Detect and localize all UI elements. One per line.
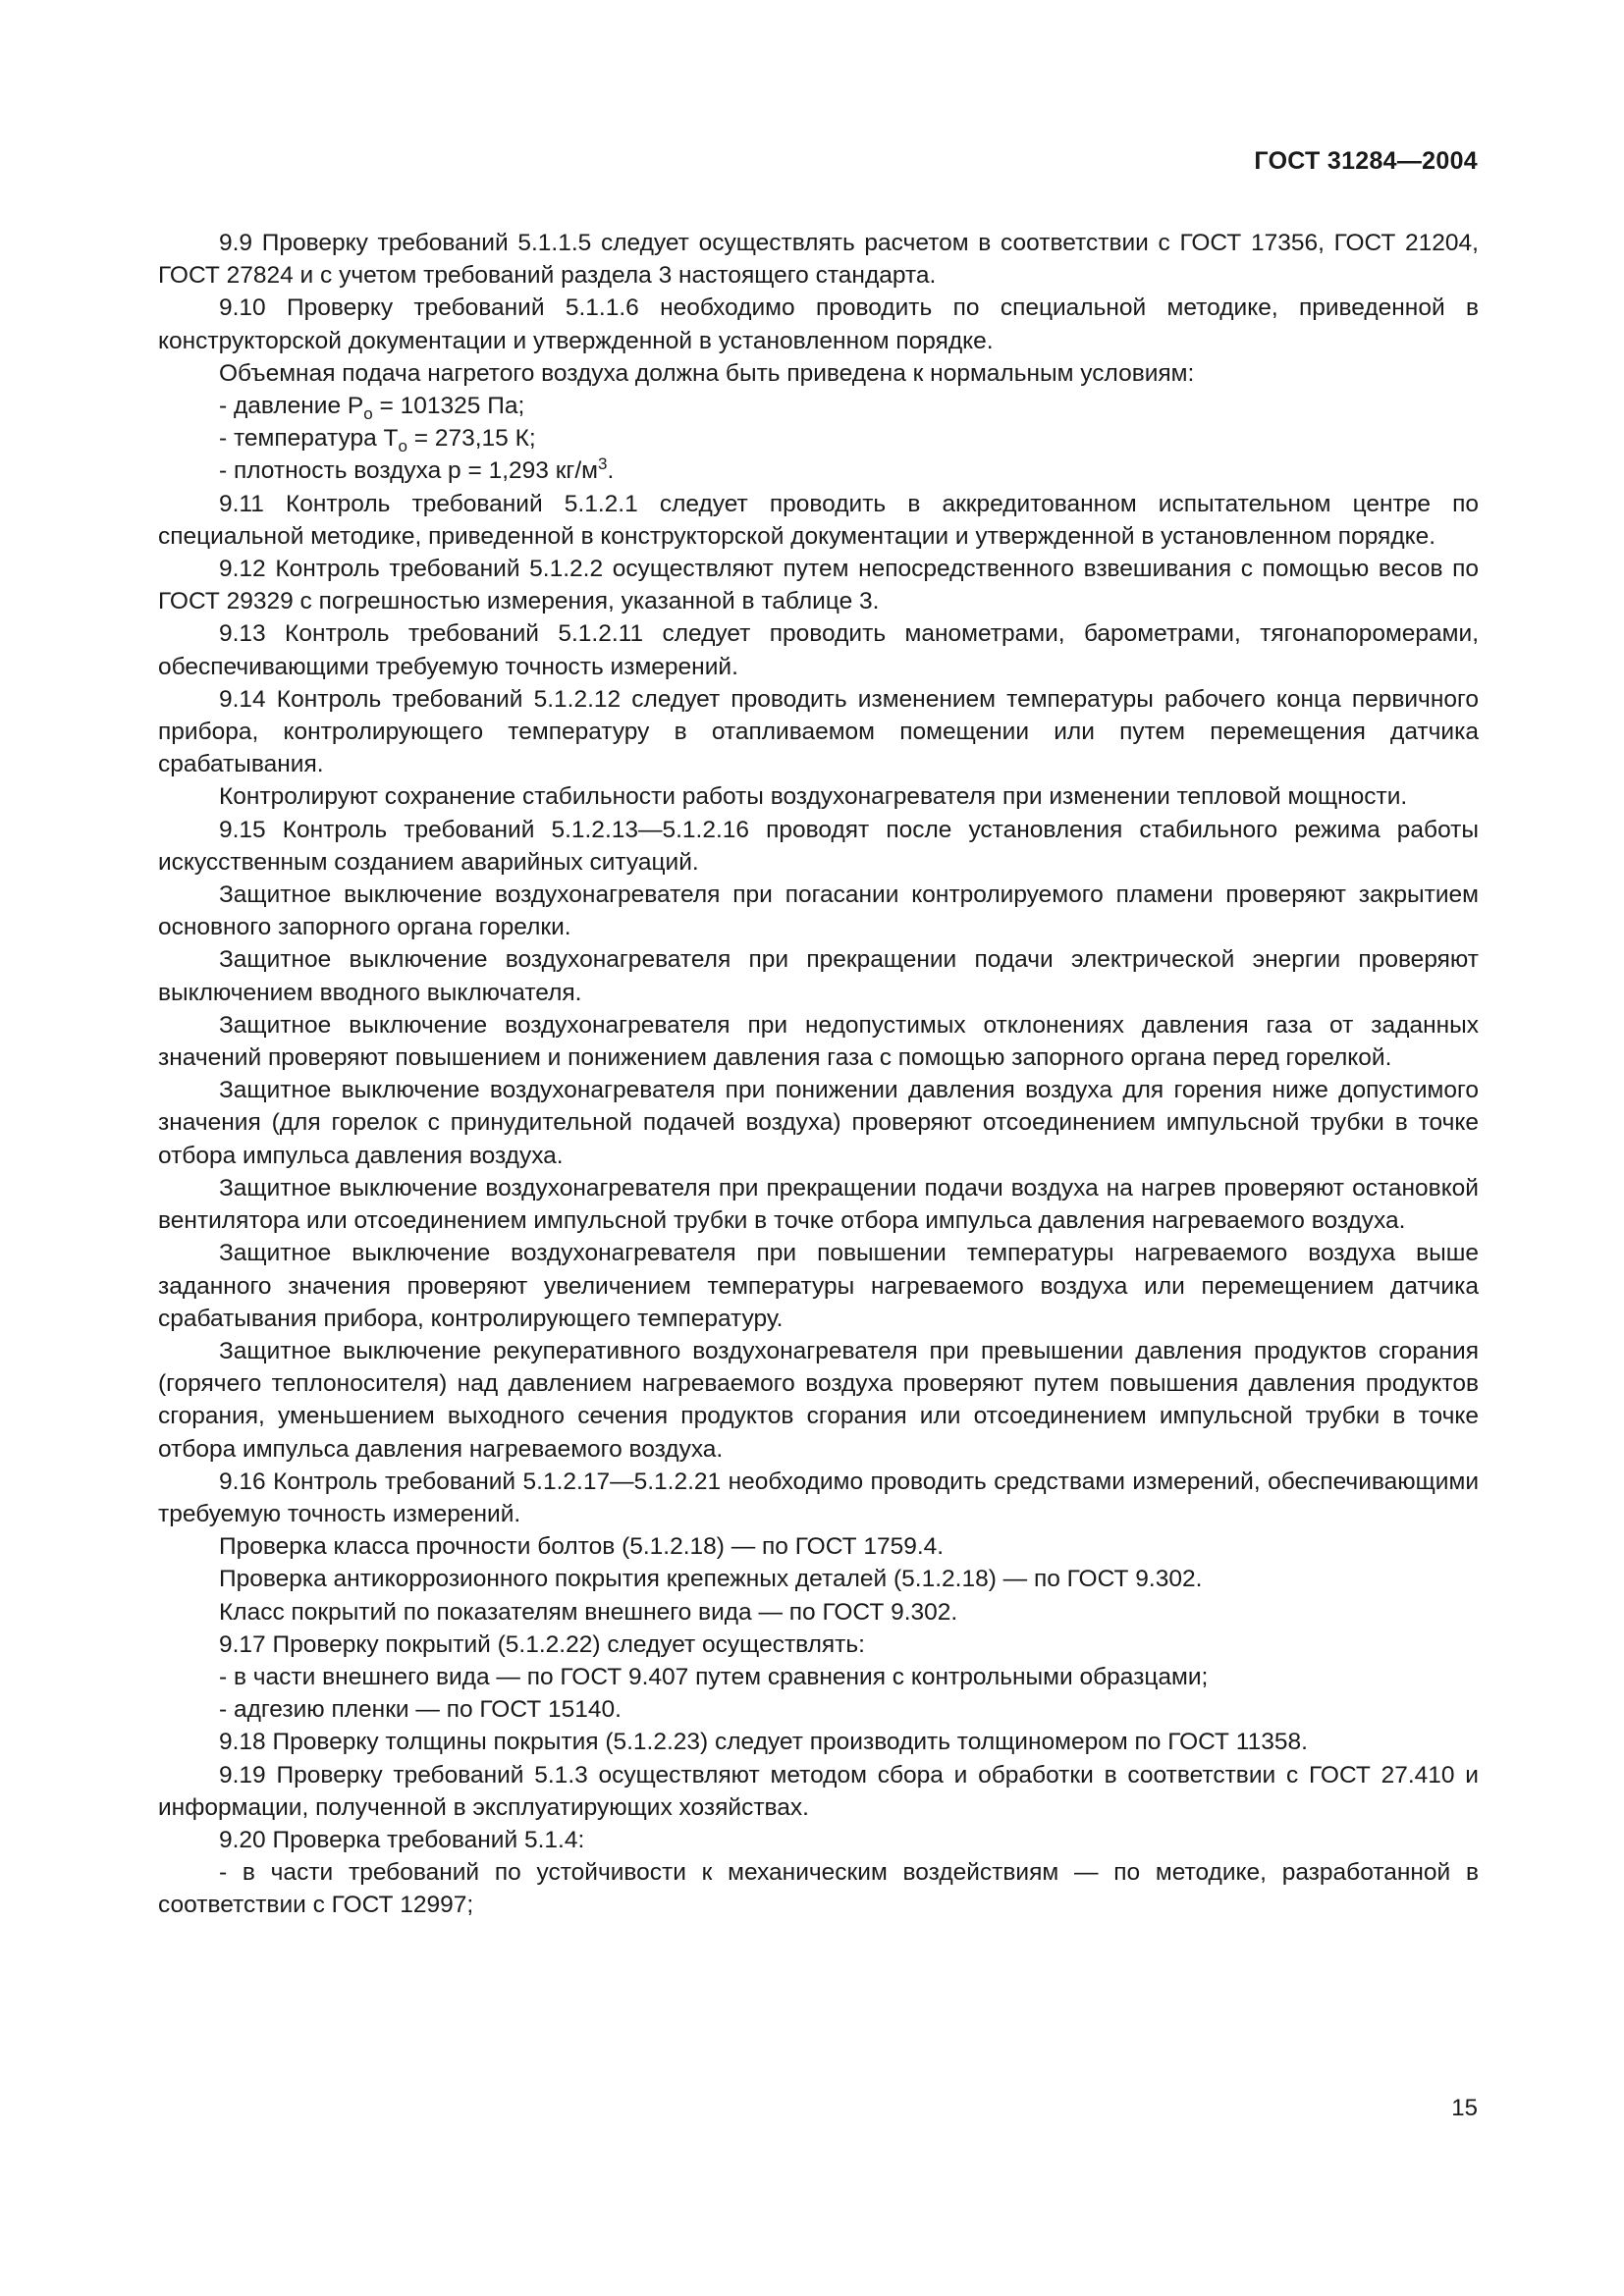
paragraph-anticorrosion: Проверка антикоррозионного покрытия крепежных деталей (5.1.2.18) — по ГОСТ 9.302.: [219, 1566, 1203, 1593]
list-item-appearance: - в части внешнего вида — по ГОСТ 9.407 путем сравнения с контрольными образцами;: [219, 1663, 1209, 1690]
list-item-density: [158, 454, 1479, 487]
paragraph-9-17: 9.17 Проверку покрытий (5.1.2.22) следует осуществлять:: [219, 1630, 865, 1658]
list-item-pressure: [158, 390, 1479, 422]
paragraph-9-9: 9.9 Проверку требований 5.1.1.5 следует осуществлять расчетом в соответствии с ГОСТ 17356, ГОСТ 21204, ГОСТ 27824 и с учетом требований раздела 3 настоящего стандарта.: [158, 230, 1479, 290]
density-end: .: [607, 457, 615, 485]
paragraph-normal-conditions: Объемная подача нагретого воздуха должна быть приведена к нормальным условиям:: [219, 359, 1195, 387]
page-number: 15: [1451, 2095, 1478, 2121]
paragraph-air-supply-shutdown: Защитное выключение воздухонагревателя при прекращении подачи воздуха на нагрев проверяют остановкой вентилятора или отсоединением импульсной трубки в точке отбора импульса давления нагреваемого воздуха.: [158, 1174, 1479, 1235]
paragraph-9-13: 9.13 Контроль требований 5.1.2.11 следует проводить манометрами, барометрами, тягонапоромерами, обеспечивающими требуемую точность измерений.: [158, 620, 1479, 680]
paragraph-power-shutdown: Защитное выключение воздухонагревателя при прекращении подачи электрической энергии проверяют выключением вводного выключателя.: [158, 946, 1479, 1006]
paragraph-9-20: 9.20 Проверка требований 5.1.4:: [219, 1826, 585, 1853]
paragraph-gas-pressure-shutdown: Защитное выключение воздухонагревателя при недопустимых отклонениях давления газа от заданных значений проверяют повышением и понижением давления газа с помощью запорного органа перед горелкой.: [158, 1011, 1479, 1072]
paragraph-9-18: 9.18 Проверку толщины покрытия (5.1.2.23) следует производить толщиномером по ГОСТ 11358.: [219, 1729, 1308, 1756]
paragraph-bolts: Проверка класса прочности болтов (5.1.2.18) — по ГОСТ 1759.4.: [219, 1533, 945, 1561]
paragraph-stability: Контролируют сохранение стабильности работы воздухонагревателя при изменении тепловой мощности.: [219, 783, 1408, 811]
temperature-value: = 273,15 К;: [406, 425, 536, 453]
paragraph-9-11: 9.11 Контроль требований 5.1.2.1 следует проводить в аккредитованном испытательном центре по специальной методике, приведенной в конструкторской документации и утвержденной в установленном порядке.: [158, 490, 1479, 550]
paragraph-9-19: 9.19 Проверку требований 5.1.3 осуществляют методом сбора и обработки в соответствии с ГОСТ 27.410 и информации, полученной в эксплуатирующих хозяйствах.: [158, 1761, 1479, 1821]
temperature-label: - температура T: [219, 425, 399, 453]
list-item-adhesion: - адгезию пленки — по ГОСТ 15140.: [219, 1696, 622, 1724]
density-superscript: 3: [598, 454, 608, 474]
list-item-mechanical: - в части требований по устойчивости к механическим воздействиям — по методике, разработанной в соответствии с ГОСТ 12997;: [158, 1859, 1479, 1919]
list-item-temperature: [158, 422, 1479, 454]
paragraph-9-15: 9.15 Контроль требований 5.1.2.13—5.1.2.16 проводят после установления стабильного режима работы искусственным созданием аварийных ситуаций.: [158, 816, 1479, 876]
paragraph-recuperative-shutdown: Защитное выключение рекуперативного воздухонагревателя при превышении давления продуктов сгорания (горячего теплоносителя) над давлением нагреваемого воздуха проверяют путем повышения давления продуктов сгорания, уменьшением выходного сечения продуктов сгорания или отсоединением импульсной трубки в точке отбора импульса давления нагреваемого воздуха.: [158, 1337, 1479, 1463]
paragraph-coating-class: Класс покрытий по показателям внешнего вида — по ГОСТ 9.302.: [219, 1598, 958, 1626]
density-label: - плотность воздуха p = 1,293 кг/м: [219, 457, 599, 485]
temperature-subscript: o: [398, 437, 407, 456]
document-body: [158, 227, 1479, 1922]
paragraph-9-14: 9.14 Контроль требований 5.1.2.12 следует проводить изменением температуры рабочего конца первичного прибора, контролирующего температуру в отапливаемом помещении или путем перемещения датчика срабатывания.: [158, 685, 1479, 778]
paragraph-flame-shutdown: Защитное выключение воздухонагревателя при погасании контролируемого пламени проверяют закрытием основного запорного органа горелки.: [158, 881, 1479, 941]
pressure-subscript: o: [363, 404, 373, 424]
paragraph-9-12: 9.12 Контроль требований 5.1.2.2 осуществляют путем непосредственного взвешивания с помощью весов по ГОСТ 29329 с погрешностью измерения, указанной в таблице 3.: [158, 556, 1479, 615]
pressure-value: = 101325 Па;: [372, 393, 525, 420]
document-header: ГОСТ 31284—2004: [1254, 147, 1478, 175]
pressure-label: - давление P: [219, 393, 364, 420]
paragraph-9-16: 9.16 Контроль требований 5.1.2.17—5.1.2.21 необходимо проводить средствами измерений, обеспечивающими требуемую точность измерений.: [158, 1468, 1479, 1527]
paragraph-temperature-shutdown: Защитное выключение воздухонагревателя при повышении температуры нагреваемого воздуха выше заданного значения проверяют увеличением температуры нагреваемого воздуха или перемещением датчика срабатывания прибора, контролирующего температуру.: [158, 1240, 1479, 1332]
paragraph-air-pressure-shutdown: Защитное выключение воздухонагревателя при понижении давления воздуха для горения ниже допустимого значения (для горелок с принудительной подачей воздуха) проверяют отсоединением импульсной трубки в точке отбора импульса давления воздуха.: [158, 1077, 1479, 1169]
paragraph-9-10: 9.10 Проверку требований 5.1.1.6 необходимо проводить по специальной методике, приведенной в конструкторской документации и утвержденной в установленном порядке.: [158, 294, 1479, 354]
